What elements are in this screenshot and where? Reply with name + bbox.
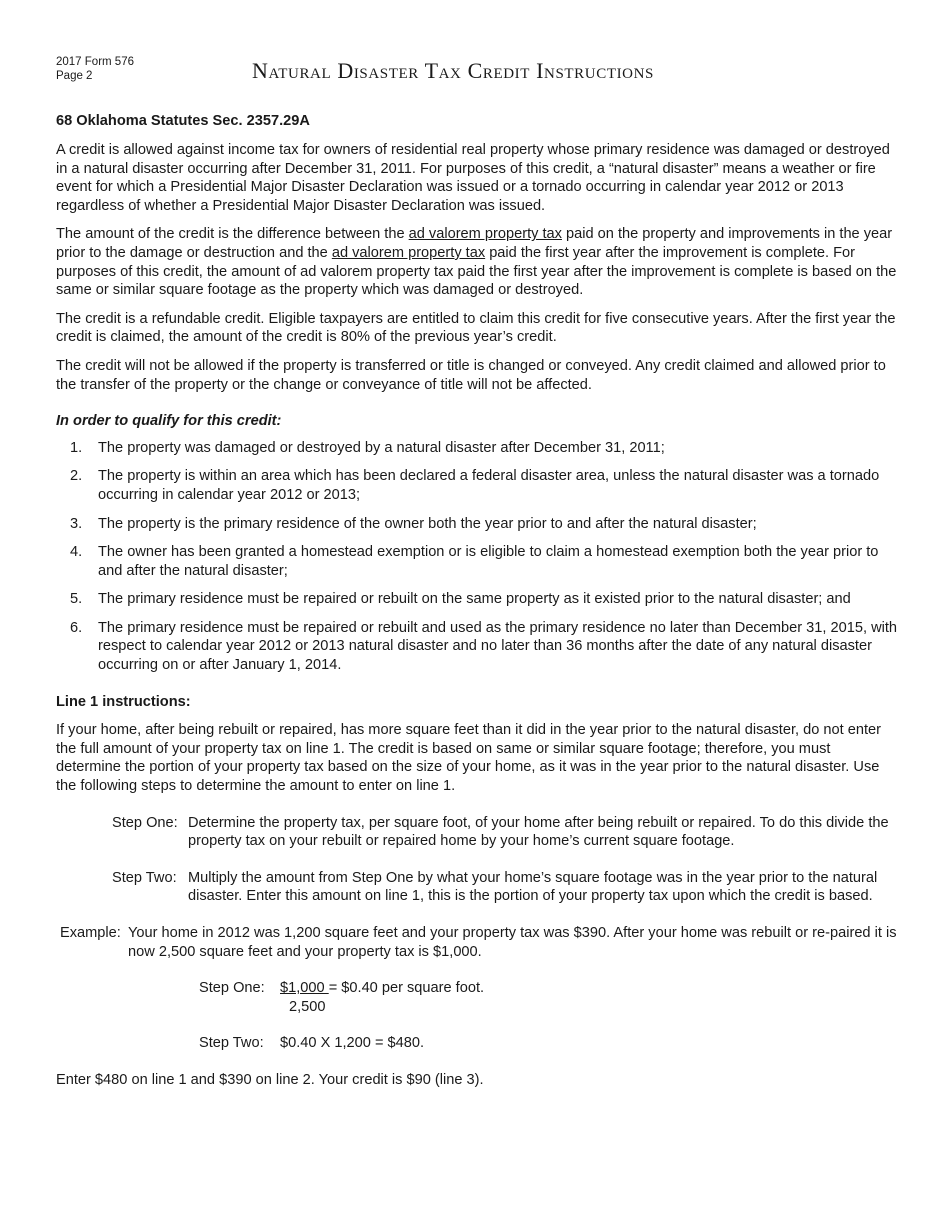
fraction-numerator: $1,000 (280, 980, 329, 997)
list-item (56, 515, 898, 534)
page-number: Page 2 (56, 70, 93, 82)
example-label: Example: (60, 925, 121, 941)
line1-intro: If your home, after being rebuilt or repaired, has more square feet than it did in the year prior to the natural disaster, do not enter the full amount of your property tax on line 1. The credit is based on same or similar square footage; therefore, you must determine the portion of your property tax based on the size of your home, as it was in the year prior to the natural disaster. Use the following steps to determine the amount to enter on line 1. (56, 722, 882, 795)
list-number: 3. (70, 515, 83, 532)
step-text: Determine the property tax, per square foot, of your home after being rebuilt or repaired. To do this divide the property tax on your rebuilt or repaired home by your home’s current square footage. (188, 814, 889, 850)
instructions-body (56, 141, 898, 1100)
list-item (56, 543, 898, 580)
step-two (112, 869, 898, 906)
qualify-list (56, 439, 898, 675)
list-item (56, 467, 898, 504)
list-text: The primary residence must be repaired or rebuilt and used as the primary residence no later than December 31, 2015, with respect to calendar year 2012 or 2013 natural disaster and no later than 36 months after the date of any natural disaster occurring on or after January 1, 2014. (98, 619, 898, 674)
step-label: Step One: (112, 814, 178, 831)
example-block (60, 924, 898, 961)
list-text: The primary residence must be repaired or rebuilt on the same property as it existed prior to the natural disaster; and (98, 591, 851, 608)
step-text: Multiply the amount from Step One by what your home’s square footage was in the year prior to the natural disaster. Enter this amount on line 1, this is the portion of your property tax upon which the credit is based. (188, 869, 878, 905)
step-label: Step Two: (112, 869, 177, 886)
list-number: 6. (70, 619, 83, 636)
text-segment: paid on the property and improvements in the year prior to the damage or destruction and the (56, 226, 893, 261)
qualify-heading: In order to qualify for this credit: (56, 413, 282, 430)
list-item (56, 590, 898, 609)
list-number: 5. (70, 591, 83, 608)
list-text: The property is the primary residence of the owner both the year prior to and after the natural disaster; (98, 515, 757, 532)
list-text: The property is within an area which has been declared a federal disaster area, unless the natural disaster was a tornado occurring in calendar year 2012 or 2013; (98, 468, 880, 503)
underlined-term: ad valorem property tax (331, 244, 486, 261)
calc-label: Step One: (199, 980, 265, 997)
list-item (56, 439, 898, 458)
calc-result: = $0.40 per square foot. (328, 980, 485, 997)
list-item (56, 619, 898, 675)
list-number: 1. (70, 439, 83, 456)
text-segment: paid the first year after the improvement is complete. For purposes of this credit, the amount of ad valorem property tax paid the first year after the improvement is complete is based on the same or similar square footage as the property which was damaged or destroyed. (56, 244, 897, 299)
calculation-step-one (199, 979, 898, 1016)
calc-text: $0.40 X 1,200 = $480. (280, 1035, 425, 1052)
form-number: 2017 Form 576 (56, 56, 134, 68)
paragraph-refundable: The credit is a refundable credit. Eligible taxpayers are entitled to claim this credit for five consecutive years. After the first year the credit is claimed, the amount of the credit is 80% of the previous year’s credit. (56, 310, 896, 346)
final-summary: Enter $480 on line 1 and $390 on line 2. Your credit is $90 (line 3). (56, 1071, 484, 1088)
calculation-step-two (199, 1034, 898, 1053)
statute-reference: 68 Oklahoma Statutes Sec. 2357.29A (56, 113, 310, 129)
paragraph-credit-overview: A credit is allowed against income tax for owners of residential real property whose primary residence was damaged or destroyed in a natural disaster occurring after December 31, 2011. For purposes of this credit, a “natural disaster” means a weather or fire event for which a Presidential Major Disaster Declaration was issued or a tornado occurring in calendar year 2012 or 2013 regardless of whether a Presidential Major Disaster Declaration was issued. (56, 142, 890, 214)
list-text: The property was damaged or destroyed by a natural disaster after December 31, 2011; (98, 439, 665, 456)
fraction (280, 979, 484, 1016)
list-number: 4. (70, 544, 83, 561)
line1-heading: Line 1 instructions: (56, 693, 191, 710)
step-one (112, 814, 898, 851)
paragraph-credit-amount (56, 225, 898, 299)
page-title: Natural Disaster Tax Credit Instructions (252, 58, 654, 83)
list-text: The owner has been granted a homestead exemption or is eligible to claim a homestead exemption both the year prior to and after the natural disaster; (98, 544, 879, 579)
form-identifier (56, 55, 134, 83)
list-number: 2. (70, 468, 83, 485)
paragraph-transfer: The credit will not be allowed if the property is transferred or title is changed or conveyed. Any credit claimed and allowed prior to the transfer of the property or the change or conveyance of title will not be affected. (56, 357, 886, 393)
fraction-denominator: 2,500 (289, 998, 326, 1015)
text-segment: The amount of the credit is the difference between the (56, 226, 409, 243)
underlined-term: ad valorem property tax (408, 226, 562, 243)
example-text: Your home in 2012 was 1,200 square feet and your property tax was $390. After your home was rebuilt or re-paired it is now 2,500 square feet and your property tax is $1,000. (128, 925, 897, 960)
calc-label: Step Two: (199, 1035, 264, 1052)
